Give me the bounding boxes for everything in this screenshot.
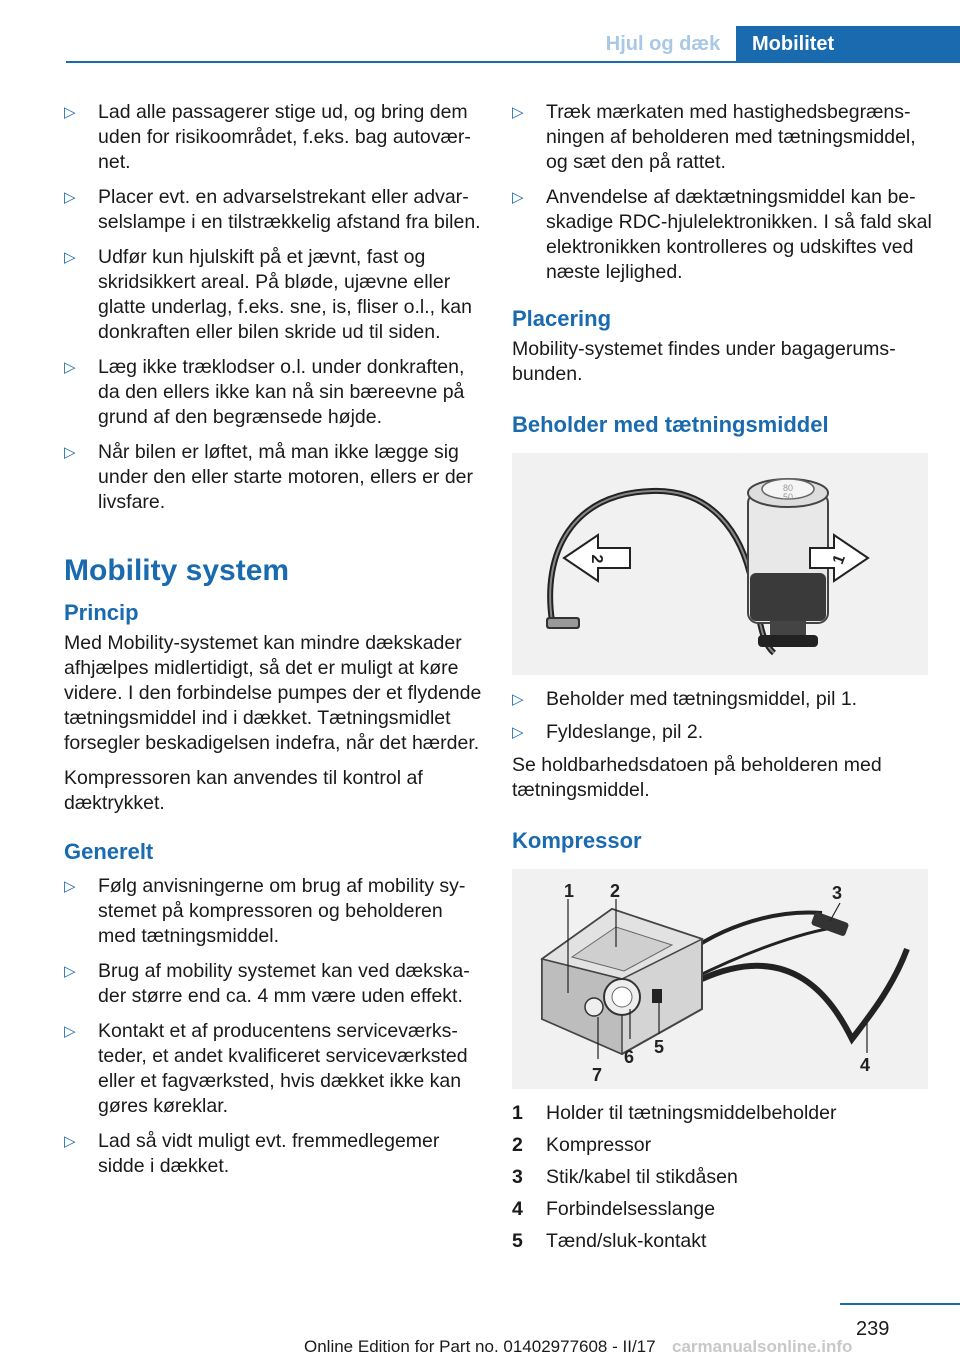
- cap-speed-top: 80: [782, 483, 794, 493]
- list-item: 1 Holder til tætningsmiddelbeholder: [512, 1102, 837, 1124]
- triangle-bullet-icon: ▷: [512, 189, 524, 206]
- item-number: 4: [512, 1198, 523, 1220]
- subheading-kompressor: Kompressor: [512, 828, 642, 853]
- list-item: ▷ Følg anvisningerne om brug af mobility systemet på kompressoren og beholderen med tætningsmiddel.: [64, 875, 466, 947]
- callout-7: 7: [592, 1065, 603, 1085]
- item-number: 5: [512, 1230, 523, 1252]
- header-rule: [66, 61, 960, 63]
- list-item: ▷ Udfør kun hjulskift på et jævnt, fast og skridsikkert areal. På bløde, ujævne eller glatte underlag, f.eks. sne, is, fliser o.l., kan donkraften eller bilen skride ud til siden.: [64, 246, 472, 343]
- section-tab[interactable]: Hjul og dæk: [605, 33, 721, 55]
- triangle-bullet-icon: ▷: [64, 359, 76, 376]
- safety-bullet-list: [64, 100, 484, 515]
- callout-1: 1: [564, 881, 575, 901]
- callout-5: 5: [654, 1037, 665, 1057]
- list-item: ▷ Fyldeslange, pil 2.: [512, 721, 704, 743]
- item-number: 3: [512, 1166, 523, 1188]
- right-column: [512, 100, 932, 1261]
- triangle-bullet-icon: ▷: [64, 104, 76, 121]
- watermark: carmanualsonline.info: [672, 1337, 853, 1356]
- triangle-bullet-icon: ▷: [64, 878, 76, 895]
- arrow-label-1: 1: [829, 552, 849, 567]
- callout-4: 4: [860, 1055, 871, 1075]
- right-top-bullet-list: [512, 100, 932, 285]
- list-item: ▷ Lad alle passagerer stige ud, og bring dem uden for risikoområdet, f.eks. bag autoværnet.: [64, 101, 471, 173]
- page-header: [0, 0, 960, 62]
- list-item: ▷ Kontakt et af producentens serviceværksteder, et andet kvalificeret serviceværksted eller et fagværksted, hvis dækket ikke kan gøres køreklar.: [64, 1020, 468, 1117]
- sealant-container-illustration: [512, 453, 928, 675]
- list-item: ▷ Når bilen er løftet, må man ikke lægge sig under den eller starte motoren, ellers er der livsfare.: [64, 441, 474, 513]
- compressor-figure: [512, 869, 928, 1089]
- callout-3: 3: [832, 883, 843, 903]
- subheading-princip: Princip: [64, 600, 139, 625]
- sealant-container-figure: [512, 453, 928, 675]
- triangle-bullet-icon: ▷: [512, 104, 524, 121]
- list-item: 3 Stik/kabel til stikdåsen: [512, 1166, 738, 1188]
- cap-speed-bottom: 50: [782, 492, 794, 502]
- generelt-bullet-list: [64, 874, 484, 1179]
- list-item: ▷ Brug af mobility systemet kan ved dækskader større end ca. 4 mm være uden effekt.: [64, 960, 470, 1007]
- subheading-beholder: Beholder med tætningsmiddel: [512, 412, 829, 437]
- footer-rule: [840, 1303, 960, 1305]
- beholder-bullet-list: [512, 687, 932, 745]
- list-item: 4 Forbindelsesslange: [512, 1198, 716, 1220]
- triangle-bullet-icon: ▷: [64, 444, 76, 461]
- callout-6: 6: [624, 1047, 635, 1067]
- paragraph: Kompressoren kan anvendes til kontrol af dæktrykket.: [64, 767, 423, 814]
- list-item: 5 Tænd/sluk-kontakt: [512, 1230, 707, 1252]
- list-item: ▷ Beholder med tætningsmiddel, pil 1.: [512, 688, 858, 710]
- paragraph: Mobility-systemet findes under bagagerumsbunden.: [512, 338, 896, 385]
- list-item: ▷ Træk mærkaten med hastighedsbegrænsningen af beholderen med tætningsmiddel, og sæt den på rattet.: [512, 101, 916, 173]
- paragraph: Med Mobility-systemet kan mindre dækskader afhjælpes midlertidigt, så det er muligt at køre videre. I den forbindelse pumpes der et flydende tætningsmiddel ind i dækket. Tætningsmidlet forsegler beskadigelsen indefra, når det hærder.: [64, 632, 482, 754]
- edition-note: Online Edition for Part no. 01402977608 - II/17: [304, 1337, 656, 1356]
- list-item: ▷ Anvendelse af dæktætningsmiddel kan beskadige RDC-hjulelektronikken. I så fald skal elektronikken kontrolleres og udskiftes ved næste lejlighed.: [512, 186, 932, 283]
- list-item: ▷ Læg ikke træklodser o.l. under donkraften, da den ellers ikke kan nå sin bæreevne på grund af den begrænsede højde.: [64, 356, 465, 428]
- compressor-legend-list: [512, 1101, 932, 1254]
- arrow-label-2: 2: [588, 554, 605, 564]
- triangle-bullet-icon: ▷: [512, 691, 524, 708]
- item-number: 2: [512, 1134, 523, 1156]
- triangle-bullet-icon: ▷: [64, 1023, 76, 1040]
- triangle-bullet-icon: ▷: [64, 249, 76, 266]
- item-number: 1: [512, 1102, 523, 1124]
- callout-2: 2: [610, 881, 621, 901]
- section-heading: Mobility system: [64, 554, 290, 587]
- triangle-bullet-icon: ▷: [64, 963, 76, 980]
- triangle-bullet-icon: ▷: [512, 724, 524, 741]
- paragraph: Se holdbarhedsdatoen på beholderen med tætningsmiddel.: [512, 754, 882, 801]
- list-item: ▷ Placer evt. en advarselstrekant eller advarselslampe i en tilstrækkelig afstand fra bilen.: [64, 186, 481, 233]
- triangle-bullet-icon: ▷: [64, 189, 76, 206]
- list-item: ▷ Lad så vidt muligt evt. fremmedlegemer sidde i dækket.: [64, 1130, 440, 1177]
- page-number: 239: [856, 1318, 890, 1340]
- left-column: [64, 100, 484, 1189]
- list-item: 2 Kompressor: [512, 1134, 652, 1156]
- subheading-placering: Placering: [512, 306, 612, 331]
- chapter-tab[interactable]: Mobilitet: [736, 26, 960, 62]
- compressor-illustration: [512, 869, 928, 1089]
- triangle-bullet-icon: ▷: [64, 1133, 76, 1150]
- subheading-generelt: Generelt: [64, 839, 154, 864]
